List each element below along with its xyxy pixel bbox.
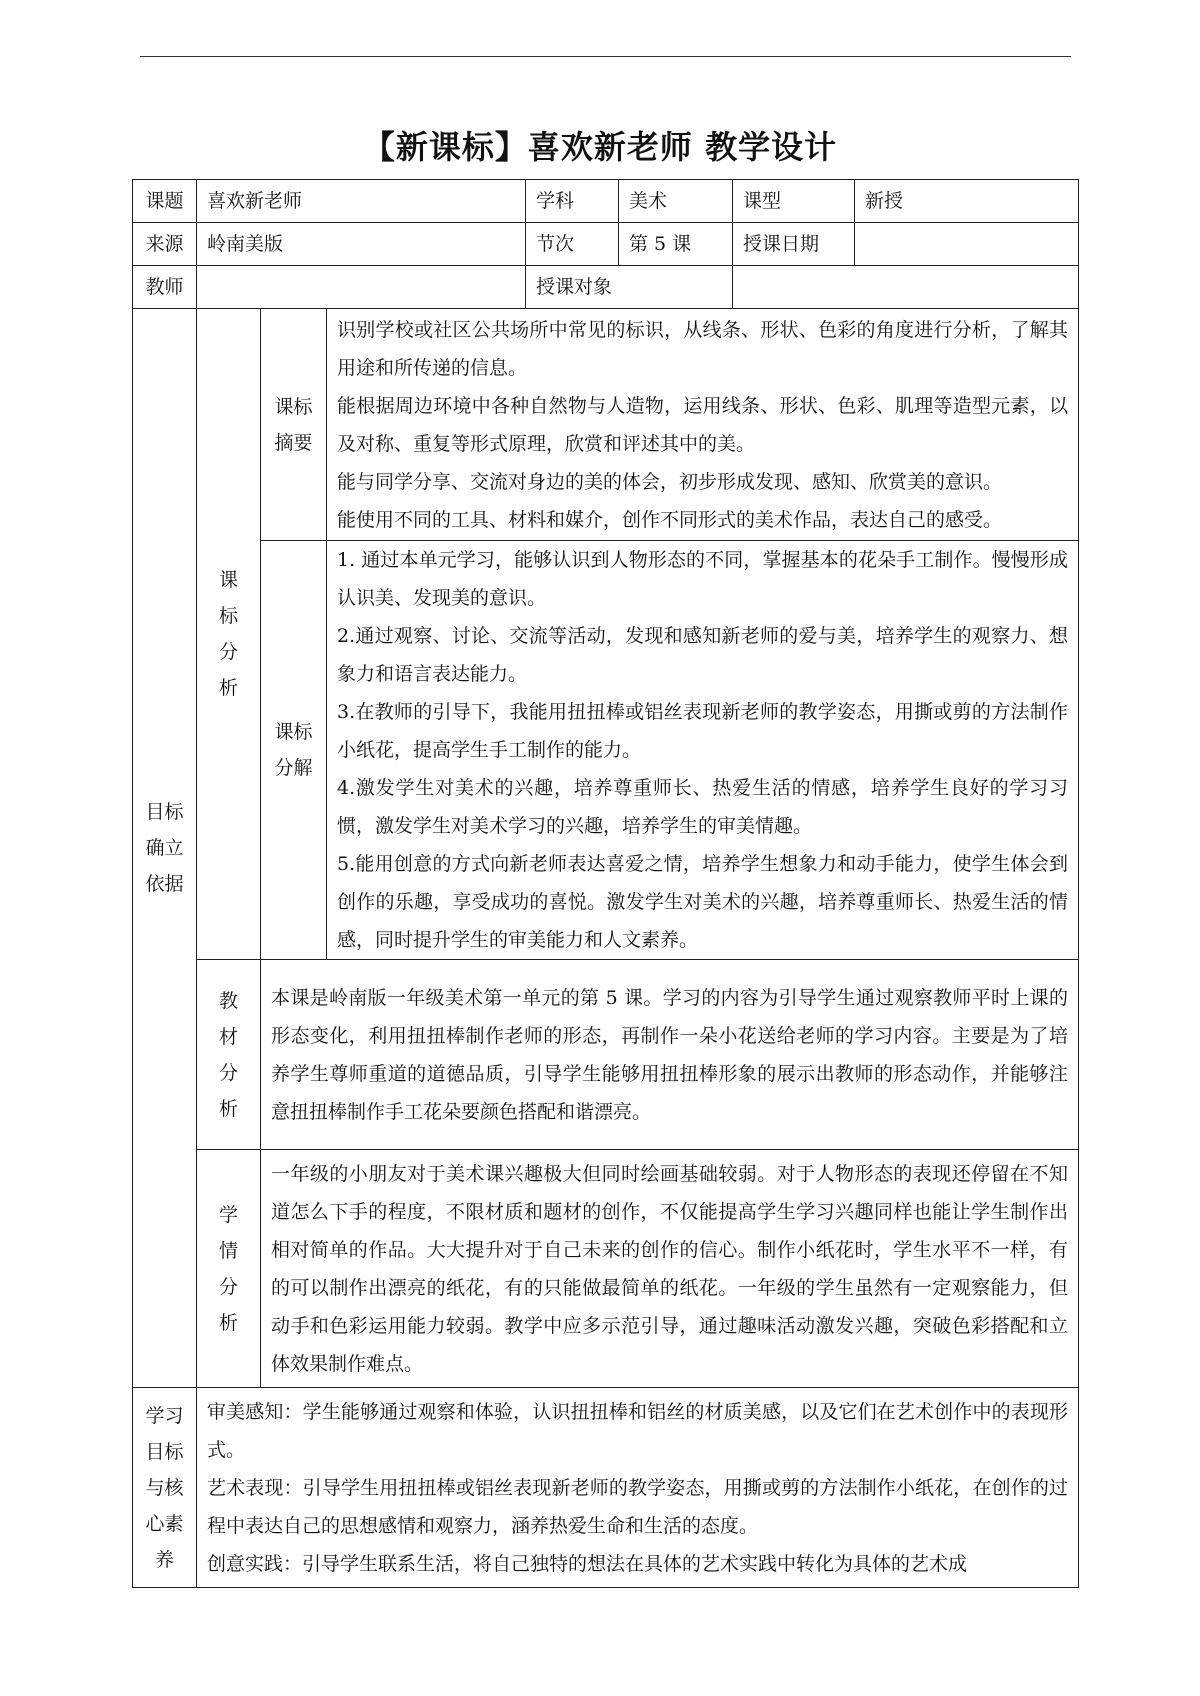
objectives-label: 学习 目标 与核 心素 养 (133, 1388, 197, 1588)
source-label: 来源 (133, 223, 197, 266)
period-value: 第 5 课 (619, 223, 733, 266)
standards-summary-label: 课标 摘要 (261, 309, 327, 541)
summary-paragraph: 能与同学分享、交流对身边的美的体会，初步形成发现、感知、欣赏美的意识。 (337, 470, 1003, 493)
student-analysis-label: 学 情 分 析 (197, 1150, 261, 1388)
objective-item: 艺术表现：引导学生用扭扭棒或铝丝表现新老师的教学姿态，用撕或剪的方法制作小纸花，在创作的过程中表达自己的思想感情和观察力，涵养热爱生命和生活的态度。 (207, 1476, 1068, 1537)
textbook-analysis-text: 本课是岭南版一年级美术第一单元的第 5 课。学习的内容为引导学生通过观察教师平时上课的形态变化，利用扭扭棒制作老师的形态，再制作一朵小花送给老师的学习内容。主要是为了培养学生尊师重道的道德品质，引导学生能够用扭扭棒形象的展示出教师的形态动作，并能够注意扭扭棒制作手工花朵要颜色搭配和谐漂亮。 (271, 986, 1068, 1123)
breakdown-item: 5.能用创意的方式向新老师表达喜爱之情，培养学生想象力和动手能力，使学生体会到创作的乐趣，享受成功的喜悦。激发学生对美术的兴趣，培养尊重师长、热爱生活的情感，同时提升学生的审美能力和人文素养。 (337, 853, 1068, 951)
student-analysis-row (133, 1150, 1079, 1388)
document-title: 【新课标】喜欢新老师 教学设计 (362, 128, 838, 166)
breakdown-item: 2.通过观察、讨论、交流等活动，发现和感知新老师的爱与美，培养学生的观察力、想象力和语言表达能力。 (337, 625, 1068, 685)
textbook-analysis-content (261, 960, 1079, 1150)
lesson-type-value: 新授 (855, 180, 1079, 223)
lesson-plan-table (132, 179, 1079, 1588)
teacher-value (197, 266, 526, 309)
breakdown-item: 3.在教师的引导下，我能用扭扭棒或铝丝表现新老师的教学姿态，用撕或剪的方法制作小纸花，提高学生手工制作的能力。 (337, 701, 1068, 761)
standards-breakdown-content (327, 541, 1079, 960)
summary-paragraph: 能使用不同的工具、材料和媒介，创作不同形式的美术作品，表达自己的感受。 (337, 508, 1003, 531)
date-label: 授课日期 (733, 223, 855, 266)
source-value: 岭南美版 (197, 223, 526, 266)
period-label: 节次 (526, 223, 619, 266)
textbook-analysis-row (133, 960, 1079, 1150)
teacher-label: 教师 (133, 266, 197, 309)
student-analysis-text: 一年级的小朋友对于美术课兴趣极大但同时绘画基础较弱。对于人物形态的表现还停留在不知道怎么下手的程度，不限材质和题材的创作，不仅能提高学生学习兴趣同样也能让学生制作出相对简单的作品。大大提升对于自己未来的创作的信心。制作小纸花时，学生水平不一样，有的可以制作出漂亮的纸花，有的只能做最简单的纸花。一年级的学生虽然有一定观察能力，但动手和色彩运用能力较弱。教学中应多示范引导，通过趣味活动激发兴趣，突破色彩搭配和立体效果制作难点。 (271, 1162, 1068, 1375)
standards-breakdown-label: 课标 分解 (261, 541, 327, 960)
objectives-content (197, 1388, 1079, 1588)
audience-value (733, 266, 1079, 309)
topic-value: 喜欢新老师 (197, 180, 526, 223)
date-value (855, 223, 1079, 266)
breakdown-item: 1. 通过本单元学习，能够认识到人物形态的不同，掌握基本的花朵手工制作。慢慢形成认识美、发现美的意识。 (337, 549, 1068, 609)
objective-item: 审美感知：学生能够通过观察和体验，认识扭扭棒和铝丝的材质美感，以及它们在艺术创作中的表现形式。 (207, 1400, 1068, 1461)
subject-label: 学科 (526, 180, 619, 223)
header-row-source (133, 223, 1079, 266)
standards-analysis-row (133, 541, 1079, 960)
summary-paragraph: 识别学校或社区公共场所中常见的标识，从线条、形状、色彩的角度进行分析，了解其用途和所传递的信息。 (337, 318, 1068, 379)
lesson-type-label: 课型 (733, 180, 855, 223)
header-row-topic (133, 180, 1079, 223)
breakdown-item: 4.激发学生对美术的兴趣，培养尊重师长、热爱生活的情感，培养学生良好的学习习惯，激发学生对美术学习的兴趣，培养学生的审美情趣。 (337, 777, 1068, 837)
student-analysis-content (261, 1150, 1079, 1388)
standards-analysis-label: 课 标 分 析 (197, 309, 261, 960)
basis-label: 目标 确立 依据 (133, 309, 197, 1388)
header-row-teacher (133, 266, 1079, 309)
summary-paragraph: 能根据周边环境中各种自然物与人造物，运用线条、形状、色彩、肌理等造型元素，以及对称、重复等形式原理，欣赏和评述其中的美。 (337, 394, 1068, 455)
textbook-analysis-label: 教 材 分 析 (197, 960, 261, 1150)
standards-summary-row (133, 309, 1079, 541)
topic-label: 课题 (133, 180, 197, 223)
standards-summary-content (327, 309, 1079, 541)
header-rule (140, 56, 1071, 57)
objectives-row (133, 1388, 1079, 1588)
subject-value: 美术 (619, 180, 733, 223)
audience-label: 授课对象 (526, 266, 733, 309)
objective-item: 创意实践：引导学生联系生活，将自己独特的想法在具体的艺术实践中转化为具体的艺术成 (207, 1552, 968, 1575)
